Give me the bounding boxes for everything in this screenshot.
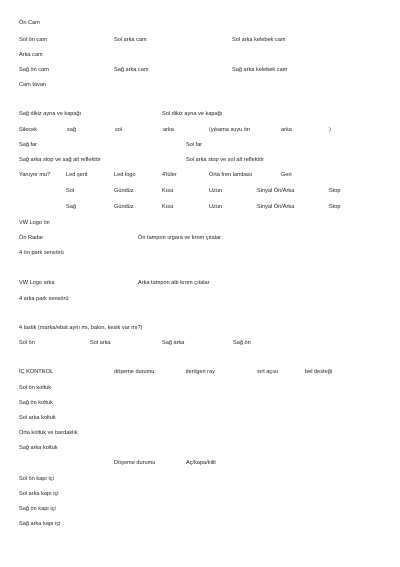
yikama-close: ) [329, 127, 331, 133]
seat-item: Sağ ön koltuk [19, 400, 53, 406]
lights-cell: Uzun [209, 204, 223, 210]
arka-tampon-label: Arka tampon altı krom çıtalar [138, 280, 210, 286]
vw-logo-arka-label: VW Logo arka [19, 280, 55, 286]
interior-header: döşeme durumu [114, 369, 155, 375]
vw-logo-on-label: VW Logo ön [19, 220, 50, 226]
sol-on-cam-label: Sol ön cam [19, 37, 47, 43]
interior-header: sırt açısı [257, 369, 279, 375]
sol-far-label: Sol far [186, 142, 203, 148]
arka-park-label: 4 arka park sensörü [19, 296, 69, 302]
door-item: Sol ön kapı içi [19, 476, 54, 482]
lights-cell: Gündüz [114, 188, 134, 194]
lights-cell: Stop [329, 188, 341, 194]
tire-item: Sağ arka [162, 340, 185, 346]
yikama-label: (yıkama suyu ön [209, 127, 251, 133]
interior-title: İÇ KONTROL [19, 369, 54, 375]
yikama-arka-label: arka [281, 127, 292, 133]
door-header: Döşeme durumu [114, 460, 156, 466]
lights-cell: Sinyal Ön/Arka [257, 204, 295, 210]
sag-arka-kelebek-label: Sağ arka kelebek cam [232, 67, 288, 73]
lights-cell: Gündüz [114, 204, 134, 210]
silecek-sag-label: sağ [67, 127, 77, 133]
lights-header: 4'lüler [162, 172, 177, 178]
lights-cell: Sinyal Ön/Arka [257, 188, 295, 194]
seat-item: Sol arka koltuk [19, 415, 56, 421]
silecek-arka-label: arka [163, 127, 174, 133]
on-tampon-label: Ön tampon ızgara ve krom çıtalar [138, 235, 222, 241]
seat-item: Sağ arka koltuk [19, 445, 58, 451]
sag-far-label: Sağ far [19, 142, 38, 148]
silecek-sol-label: sol [115, 127, 123, 133]
cam-tavan-label: Cam tavan [19, 82, 47, 88]
lights-header: Led logo [114, 172, 136, 178]
lights-cell: Kısa [162, 204, 174, 210]
lights-header: Led şerit [66, 172, 88, 178]
interior-header: bel desteği [305, 369, 333, 375]
lights-cell: Kısa [162, 188, 174, 194]
sag-stop-label: Sağ arka stop ve sağ alt reflektör [19, 157, 101, 163]
lights-cell: Sol [66, 188, 75, 194]
sol-dikiz-label: Sol dikiz ayna ve kapağı [162, 111, 223, 117]
tires-question: 4 lastik (marka/ebat aynı mı, balon, kesik var mı?) [19, 325, 143, 331]
lights-cell: Sağ [66, 204, 76, 210]
door-item: Sağ ön kapı içi [19, 506, 56, 512]
lights-cell: Uzun [209, 188, 223, 194]
tire-item: Sağ ön [233, 340, 251, 346]
door-item: Sol arka kapı içi [19, 491, 59, 497]
tire-item: Sol arka [90, 340, 111, 346]
yaniyor-mu-label: Yanıyor mu? [19, 172, 51, 178]
sol-stop-label: Sol arka stop ve sol alt reflektör [186, 157, 265, 163]
on-radar-label: Ön Radar [19, 235, 44, 241]
seat-item: Orta koltuk ve bardaklık [19, 430, 78, 436]
on-park-label: 4 ön park sensörü [19, 250, 64, 256]
door-item: Sağ arka kapı içi [19, 521, 61, 527]
tire-item: Sol ön [19, 340, 35, 346]
on-cam-label: Ön Cam [19, 20, 40, 26]
lights-header: Orta fren lambası [209, 172, 253, 178]
sag-dikiz-label: Sağ dikiz ayna ve kapağı [19, 111, 82, 117]
lights-cell: Stop [329, 204, 341, 210]
seat-item: Sol ön koltuk [19, 385, 52, 391]
interior-header: ileri/geri ray [186, 369, 215, 375]
silecek-label: Silecek [19, 127, 38, 133]
sag-on-cam-label: Sağ ön cam [19, 67, 49, 73]
door-header: Aç/kapa/kilit [186, 460, 216, 466]
lights-header: Geri [281, 172, 292, 178]
arka-cam-label: Arka cam [19, 52, 43, 58]
sol-arka-kelebek-label: Sol arka kelebek cam [232, 37, 286, 43]
sol-arka-cam-label: Sol arka cam [114, 37, 147, 43]
sag-arka-cam-label: Sağ arka cam [114, 67, 149, 73]
